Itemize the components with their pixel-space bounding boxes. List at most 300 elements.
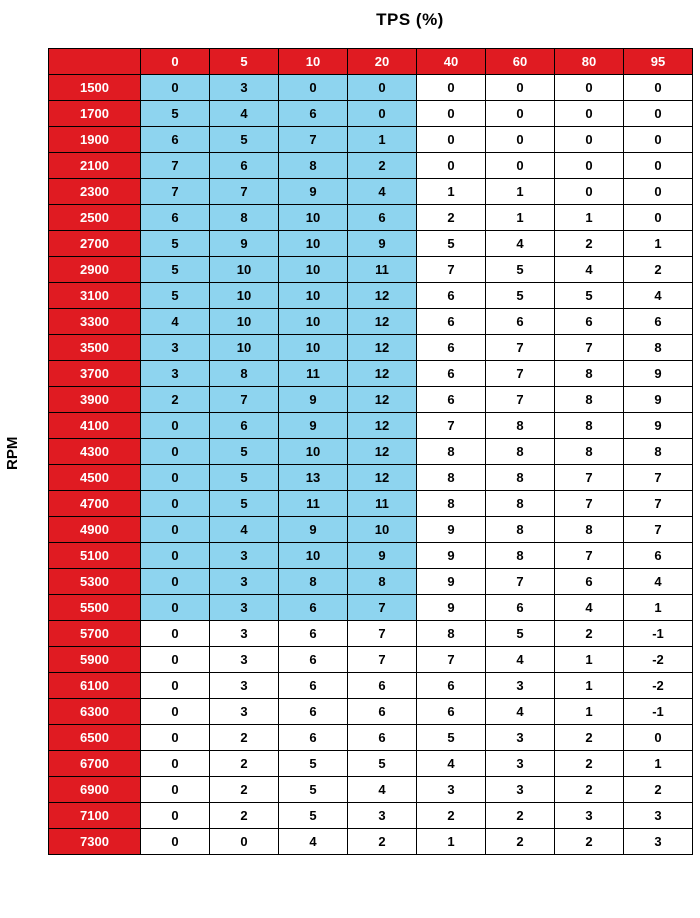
data-cell: 3 <box>624 829 693 855</box>
row-header-7100: 7100 <box>49 803 141 829</box>
data-cell: 7 <box>555 543 624 569</box>
data-cell: 4 <box>555 595 624 621</box>
data-cell: 3 <box>210 543 279 569</box>
data-cell: 2 <box>486 829 555 855</box>
data-cell: 0 <box>555 75 624 101</box>
data-cell: 11 <box>348 491 417 517</box>
data-cell: 0 <box>141 621 210 647</box>
data-cell: 9 <box>417 543 486 569</box>
data-cell: 9 <box>348 543 417 569</box>
data-cell: 11 <box>279 361 348 387</box>
data-cell: 6 <box>279 595 348 621</box>
data-cell: 5 <box>279 751 348 777</box>
table-row <box>49 309 693 335</box>
data-cell: 12 <box>348 335 417 361</box>
table-row <box>49 491 693 517</box>
data-cell: 5 <box>417 725 486 751</box>
data-cell: 8 <box>486 413 555 439</box>
data-cell: 6 <box>486 309 555 335</box>
column-header-10: 10 <box>279 49 348 75</box>
data-cell: 6 <box>141 127 210 153</box>
data-cell: 7 <box>486 387 555 413</box>
data-cell: 5 <box>210 491 279 517</box>
data-cell: 2 <box>141 387 210 413</box>
data-cell: 0 <box>141 699 210 725</box>
table-row <box>49 543 693 569</box>
data-cell: 6 <box>141 205 210 231</box>
data-cell: -1 <box>624 621 693 647</box>
data-cell: 7 <box>417 647 486 673</box>
data-cell: 0 <box>624 205 693 231</box>
data-cell: 6 <box>279 647 348 673</box>
data-cell: 12 <box>348 387 417 413</box>
data-cell: 6 <box>555 309 624 335</box>
data-cell: 6 <box>279 725 348 751</box>
data-cell: 8 <box>417 491 486 517</box>
data-cell: 7 <box>348 595 417 621</box>
data-cell: 6 <box>279 621 348 647</box>
table-row <box>49 101 693 127</box>
data-cell: 3 <box>210 569 279 595</box>
table-row <box>49 465 693 491</box>
data-cell: 0 <box>141 673 210 699</box>
data-cell: 7 <box>210 179 279 205</box>
data-cell: 4 <box>624 283 693 309</box>
data-cell: 2 <box>210 725 279 751</box>
data-cell: 7 <box>348 647 417 673</box>
data-cell: 0 <box>417 127 486 153</box>
data-cell: 6 <box>417 361 486 387</box>
data-cell: 6 <box>417 283 486 309</box>
data-cell: 2 <box>555 829 624 855</box>
row-header-1900: 1900 <box>49 127 141 153</box>
table-header <box>49 49 693 75</box>
row-header-6500: 6500 <box>49 725 141 751</box>
data-cell: 7 <box>486 569 555 595</box>
row-header-6100: 6100 <box>49 673 141 699</box>
data-cell: 6 <box>210 153 279 179</box>
data-cell: 1 <box>555 205 624 231</box>
data-cell: 4 <box>417 751 486 777</box>
column-header-60: 60 <box>486 49 555 75</box>
row-header-7300: 7300 <box>49 829 141 855</box>
data-cell: 0 <box>624 75 693 101</box>
data-cell: 7 <box>555 335 624 361</box>
data-cell: 4 <box>486 647 555 673</box>
data-cell: 6 <box>417 387 486 413</box>
table-row <box>49 595 693 621</box>
data-cell: 13 <box>279 465 348 491</box>
data-cell: 7 <box>486 335 555 361</box>
data-cell: 0 <box>141 517 210 543</box>
row-header-2500: 2500 <box>49 205 141 231</box>
data-cell: 1 <box>486 179 555 205</box>
data-cell: 7 <box>555 465 624 491</box>
data-cell: 10 <box>279 439 348 465</box>
data-cell: 8 <box>279 153 348 179</box>
data-cell: 8 <box>624 335 693 361</box>
data-cell: 8 <box>417 621 486 647</box>
data-cell: 5 <box>141 257 210 283</box>
table-row <box>49 335 693 361</box>
table-row <box>49 751 693 777</box>
data-cell: 0 <box>555 179 624 205</box>
row-header-3500: 3500 <box>49 335 141 361</box>
data-cell: 3 <box>486 751 555 777</box>
data-cell: 7 <box>624 491 693 517</box>
data-cell: 12 <box>348 309 417 335</box>
data-cell: 6 <box>348 205 417 231</box>
data-cell: 2 <box>348 829 417 855</box>
tps-rpm-table <box>48 48 693 855</box>
data-cell: 8 <box>555 439 624 465</box>
data-cell: 9 <box>624 413 693 439</box>
data-cell: 10 <box>210 309 279 335</box>
column-header-80: 80 <box>555 49 624 75</box>
data-cell: -2 <box>624 647 693 673</box>
data-cell: 9 <box>279 387 348 413</box>
data-cell: 5 <box>348 751 417 777</box>
data-cell: 2 <box>417 803 486 829</box>
row-header-2700: 2700 <box>49 231 141 257</box>
table-row <box>49 647 693 673</box>
data-cell: 10 <box>279 283 348 309</box>
data-cell: 2 <box>624 777 693 803</box>
row-header-5700: 5700 <box>49 621 141 647</box>
data-cell: 10 <box>279 257 348 283</box>
data-cell: 7 <box>348 621 417 647</box>
data-cell: 8 <box>486 517 555 543</box>
row-header-1500: 1500 <box>49 75 141 101</box>
data-cell: 7 <box>486 361 555 387</box>
data-cell: 5 <box>141 101 210 127</box>
data-cell: -2 <box>624 673 693 699</box>
table-row <box>49 179 693 205</box>
row-header-4100: 4100 <box>49 413 141 439</box>
data-cell: 8 <box>555 517 624 543</box>
data-cell: 4 <box>486 699 555 725</box>
data-cell: 7 <box>555 491 624 517</box>
data-cell: 0 <box>486 101 555 127</box>
row-header-5100: 5100 <box>49 543 141 569</box>
data-cell: 0 <box>141 543 210 569</box>
data-cell: 7 <box>210 387 279 413</box>
row-header-1700: 1700 <box>49 101 141 127</box>
data-cell: 3 <box>486 725 555 751</box>
data-cell: 1 <box>417 829 486 855</box>
data-cell: 7 <box>624 465 693 491</box>
data-cell: 0 <box>141 465 210 491</box>
data-cell: 7 <box>624 517 693 543</box>
data-cell: 2 <box>417 205 486 231</box>
data-cell: 4 <box>279 829 348 855</box>
table-row <box>49 829 693 855</box>
data-cell: 12 <box>348 413 417 439</box>
data-cell: 8 <box>417 439 486 465</box>
data-cell: 6 <box>555 569 624 595</box>
row-header-5900: 5900 <box>49 647 141 673</box>
data-cell: 5 <box>486 283 555 309</box>
row-header-6700: 6700 <box>49 751 141 777</box>
data-cell: 7 <box>417 257 486 283</box>
row-header-6900: 6900 <box>49 777 141 803</box>
data-cell: 1 <box>486 205 555 231</box>
data-cell: 10 <box>279 309 348 335</box>
column-header-95: 95 <box>624 49 693 75</box>
data-cell: 6 <box>417 699 486 725</box>
data-cell: 5 <box>417 231 486 257</box>
data-cell: 10 <box>210 257 279 283</box>
data-cell: 11 <box>279 491 348 517</box>
table-row <box>49 205 693 231</box>
data-cell: 4 <box>348 777 417 803</box>
data-cell: 4 <box>555 257 624 283</box>
data-cell: 8 <box>555 361 624 387</box>
table-row <box>49 127 693 153</box>
data-cell: 1 <box>555 673 624 699</box>
data-cell: 0 <box>624 179 693 205</box>
data-cell: 3 <box>210 621 279 647</box>
column-header-row <box>49 49 693 75</box>
data-cell: 0 <box>555 153 624 179</box>
data-cell: 0 <box>141 803 210 829</box>
data-cell: 5 <box>210 465 279 491</box>
data-cell: 6 <box>348 725 417 751</box>
table-row <box>49 231 693 257</box>
data-cell: 6 <box>348 699 417 725</box>
table-row <box>49 257 693 283</box>
data-cell: 0 <box>624 101 693 127</box>
data-cell: 0 <box>141 413 210 439</box>
data-cell: 3 <box>141 335 210 361</box>
data-cell: 8 <box>210 361 279 387</box>
table-row <box>49 777 693 803</box>
data-cell: 2 <box>210 751 279 777</box>
data-cell: 0 <box>348 75 417 101</box>
data-cell: 10 <box>210 283 279 309</box>
data-cell: 2 <box>555 621 624 647</box>
data-cell: 5 <box>555 283 624 309</box>
data-cell: 3 <box>624 803 693 829</box>
table-row <box>49 699 693 725</box>
data-cell: 5 <box>279 803 348 829</box>
data-cell: 9 <box>279 517 348 543</box>
table-row <box>49 413 693 439</box>
data-cell: 0 <box>141 777 210 803</box>
data-cell: 10 <box>279 543 348 569</box>
table-row <box>49 621 693 647</box>
data-cell: 6 <box>417 335 486 361</box>
data-cell: 8 <box>624 439 693 465</box>
data-cell: 7 <box>141 153 210 179</box>
data-cell: 9 <box>624 361 693 387</box>
data-cell: 8 <box>486 491 555 517</box>
data-cell: 8 <box>555 387 624 413</box>
data-cell: 2 <box>555 777 624 803</box>
data-cell: 9 <box>210 231 279 257</box>
data-cell: 10 <box>348 517 417 543</box>
column-header-20: 20 <box>348 49 417 75</box>
data-cell: 10 <box>279 205 348 231</box>
data-cell: -1 <box>624 699 693 725</box>
data-cell: 2 <box>348 153 417 179</box>
data-cell: 3 <box>210 673 279 699</box>
data-cell: 12 <box>348 361 417 387</box>
data-cell: 6 <box>417 673 486 699</box>
data-cell: 0 <box>141 725 210 751</box>
data-cell: 4 <box>624 569 693 595</box>
data-cell: 1 <box>555 699 624 725</box>
data-cell: 1 <box>417 179 486 205</box>
data-cell: 5 <box>210 127 279 153</box>
data-cell: 6 <box>348 673 417 699</box>
table-row <box>49 673 693 699</box>
data-cell: 3 <box>210 699 279 725</box>
data-cell: 6 <box>624 543 693 569</box>
data-cell: 0 <box>348 101 417 127</box>
data-cell: 4 <box>210 517 279 543</box>
data-cell: 4 <box>210 101 279 127</box>
data-cell: 2 <box>555 231 624 257</box>
y-axis-label: RPM <box>4 436 21 470</box>
data-cell: 9 <box>417 569 486 595</box>
table-row <box>49 387 693 413</box>
data-cell: 0 <box>417 153 486 179</box>
table-row <box>49 517 693 543</box>
data-cell: 0 <box>210 829 279 855</box>
table-body <box>49 75 693 855</box>
data-cell: 1 <box>555 647 624 673</box>
row-header-4700: 4700 <box>49 491 141 517</box>
data-cell: 1 <box>624 595 693 621</box>
row-header-5300: 5300 <box>49 569 141 595</box>
data-cell: 6 <box>417 309 486 335</box>
row-header-3100: 3100 <box>49 283 141 309</box>
row-header-2900: 2900 <box>49 257 141 283</box>
data-cell: 8 <box>486 465 555 491</box>
data-cell: 5 <box>141 231 210 257</box>
data-cell: 8 <box>486 439 555 465</box>
table-corner-cell <box>49 49 141 75</box>
data-cell: 8 <box>210 205 279 231</box>
table-row <box>49 439 693 465</box>
row-header-3900: 3900 <box>49 387 141 413</box>
data-cell: 3 <box>141 361 210 387</box>
data-cell: 6 <box>486 595 555 621</box>
data-cell: 5 <box>279 777 348 803</box>
data-cell: 0 <box>141 439 210 465</box>
data-cell: 3 <box>210 595 279 621</box>
table-row <box>49 75 693 101</box>
data-cell: 12 <box>348 439 417 465</box>
data-cell: 4 <box>141 309 210 335</box>
data-cell: 2 <box>555 751 624 777</box>
data-cell: 7 <box>417 413 486 439</box>
data-cell: 4 <box>486 231 555 257</box>
data-cell: 0 <box>486 127 555 153</box>
data-cell: 0 <box>417 75 486 101</box>
data-cell: 3 <box>348 803 417 829</box>
data-cell: 7 <box>279 127 348 153</box>
table-row <box>49 153 693 179</box>
data-cell: 10 <box>210 335 279 361</box>
data-cell: 0 <box>141 75 210 101</box>
data-cell: 6 <box>279 699 348 725</box>
column-header-40: 40 <box>417 49 486 75</box>
data-cell: 0 <box>555 101 624 127</box>
row-header-2100: 2100 <box>49 153 141 179</box>
data-cell: 0 <box>624 725 693 751</box>
data-cell: 1 <box>348 127 417 153</box>
data-cell: 2 <box>555 725 624 751</box>
data-cell: 6 <box>279 101 348 127</box>
data-cell: 8 <box>417 465 486 491</box>
data-cell: 0 <box>279 75 348 101</box>
data-cell: 5 <box>210 439 279 465</box>
data-cell: 6 <box>210 413 279 439</box>
table-row <box>49 283 693 309</box>
data-cell: 6 <box>279 673 348 699</box>
data-cell: 0 <box>555 127 624 153</box>
table-row <box>49 361 693 387</box>
data-cell: 0 <box>486 75 555 101</box>
data-cell: 3 <box>210 75 279 101</box>
data-cell: 1 <box>624 231 693 257</box>
column-header-0: 0 <box>141 49 210 75</box>
data-cell: 1 <box>624 751 693 777</box>
row-header-3300: 3300 <box>49 309 141 335</box>
data-cell: 9 <box>348 231 417 257</box>
data-cell: 10 <box>279 231 348 257</box>
data-cell: 5 <box>486 621 555 647</box>
table-row <box>49 803 693 829</box>
data-cell: 3 <box>210 647 279 673</box>
row-header-4300: 4300 <box>49 439 141 465</box>
row-header-5500: 5500 <box>49 595 141 621</box>
data-cell: 3 <box>555 803 624 829</box>
data-cell: 5 <box>141 283 210 309</box>
data-cell: 2 <box>210 777 279 803</box>
row-header-2300: 2300 <box>49 179 141 205</box>
data-cell: 11 <box>348 257 417 283</box>
data-cell: 2 <box>486 803 555 829</box>
data-cell: 0 <box>624 153 693 179</box>
data-cell: 10 <box>279 335 348 361</box>
data-cell: 2 <box>210 803 279 829</box>
data-cell: 0 <box>141 829 210 855</box>
column-header-5: 5 <box>210 49 279 75</box>
table-row <box>49 725 693 751</box>
row-header-4500: 4500 <box>49 465 141 491</box>
data-cell: 0 <box>141 647 210 673</box>
data-cell: 8 <box>486 543 555 569</box>
data-cell: 9 <box>279 413 348 439</box>
data-cell: 3 <box>486 673 555 699</box>
data-cell: 0 <box>141 751 210 777</box>
data-cell: 0 <box>624 127 693 153</box>
data-cell: 2 <box>624 257 693 283</box>
data-cell: 0 <box>141 595 210 621</box>
data-cell: 6 <box>624 309 693 335</box>
data-cell: 0 <box>141 569 210 595</box>
chart-title: TPS (%) <box>376 10 444 29</box>
data-cell: 9 <box>624 387 693 413</box>
data-cell: 3 <box>486 777 555 803</box>
data-cell: 7 <box>141 179 210 205</box>
row-header-6300: 6300 <box>49 699 141 725</box>
data-cell: 8 <box>348 569 417 595</box>
data-cell: 8 <box>555 413 624 439</box>
